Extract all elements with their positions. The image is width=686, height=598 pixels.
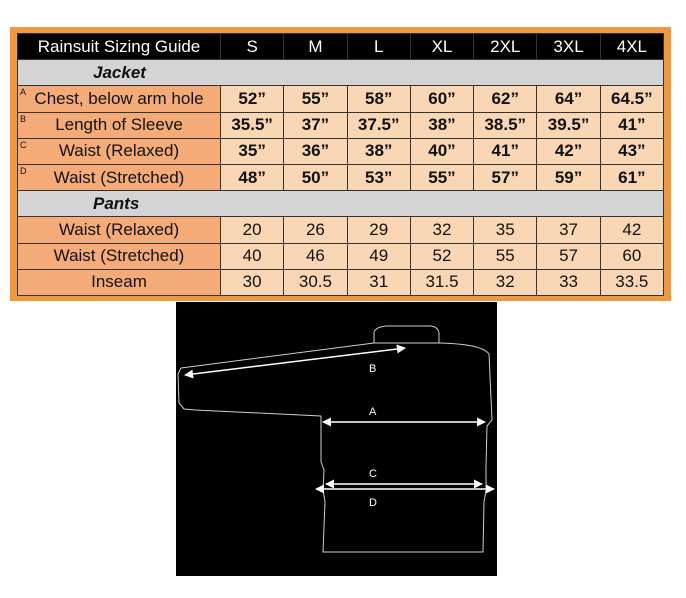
table-cell: 35” — [221, 138, 284, 164]
measure-label: Waist (Relaxed) — [18, 217, 221, 243]
table-cell: 42 — [600, 217, 663, 243]
table-cell: 38” — [347, 138, 410, 164]
table-cell: 48” — [221, 164, 284, 190]
size-header: S — [221, 34, 284, 60]
jacket-section-row — [18, 60, 664, 86]
measure-label — [18, 86, 221, 112]
table-cell: 55 — [474, 243, 537, 269]
table-cell: 31 — [347, 269, 410, 295]
table-cell: 59” — [537, 164, 600, 190]
table-cell: 60” — [410, 86, 473, 112]
diagram-marker: A — [20, 87, 27, 98]
diagram-marker: D — [20, 165, 27, 176]
table-cell: 38.5” — [474, 112, 537, 138]
table-cell: 31.5 — [410, 269, 473, 295]
pants-section-row — [18, 191, 664, 217]
jacket-section-label: Jacket — [18, 60, 664, 86]
table-cell: 30.5 — [284, 269, 347, 295]
measure-label — [18, 112, 221, 138]
table-cell: 33 — [537, 269, 600, 295]
measure-label-text: Chest, below arm hole — [34, 88, 204, 108]
table-title: Rainsuit Sizing Guide — [18, 34, 221, 60]
diagram-label-d: D — [369, 497, 377, 509]
table-cell: 55” — [410, 164, 473, 190]
collar-outline — [374, 326, 439, 343]
table-cell: 52” — [221, 86, 284, 112]
diagram-label-a: A — [369, 406, 377, 418]
table-row — [18, 112, 664, 138]
sleeve-outline — [181, 343, 492, 426]
size-header: 2XL — [474, 34, 537, 60]
measure-label — [18, 164, 221, 190]
size-header: M — [284, 34, 347, 60]
table-cell: 20 — [221, 217, 284, 243]
table-cell: 64” — [537, 86, 600, 112]
table-cell: 33.5 — [600, 269, 663, 295]
table-cell: 40” — [410, 138, 473, 164]
sizing-table — [17, 33, 664, 296]
table-cell: 42” — [537, 138, 600, 164]
size-header: L — [347, 34, 410, 60]
table-cell: 35 — [474, 217, 537, 243]
measure-label-text: Waist (Stretched) — [53, 167, 185, 187]
measure-label-text: Length of Sleeve — [55, 115, 183, 135]
table-cell: 40 — [221, 243, 284, 269]
table-cell: 32 — [474, 269, 537, 295]
cuff-outline — [178, 368, 321, 416]
table-cell: 57” — [474, 164, 537, 190]
table-cell: 41” — [600, 112, 663, 138]
table-cell: 36” — [284, 138, 347, 164]
table-cell: 57 — [537, 243, 600, 269]
size-header: 3XL — [537, 34, 600, 60]
table-cell: 41” — [474, 138, 537, 164]
table-cell: 37.5” — [347, 112, 410, 138]
diagram-label-b: B — [369, 363, 377, 375]
table-cell: 37” — [284, 112, 347, 138]
measure-label — [18, 138, 221, 164]
measure-label: Waist (Stretched) — [18, 243, 221, 269]
table-row — [18, 217, 664, 243]
table-row — [18, 138, 664, 164]
table-cell: 26 — [284, 217, 347, 243]
table-cell: 62” — [474, 86, 537, 112]
table-cell: 49 — [347, 243, 410, 269]
table-row — [18, 164, 664, 190]
table-cell: 43” — [600, 138, 663, 164]
table-cell: 46 — [284, 243, 347, 269]
table-cell: 32 — [410, 217, 473, 243]
sizing-table-frame — [10, 27, 671, 301]
table-cell: 52 — [410, 243, 473, 269]
measure-label-text: Waist (Relaxed) — [58, 141, 180, 161]
pants-section-label: Pants — [18, 191, 664, 217]
table-row — [18, 86, 664, 112]
table-cell: 60 — [600, 243, 663, 269]
size-header: 4XL — [600, 34, 663, 60]
measure-label: Inseam — [18, 269, 221, 295]
diagram-marker: B — [20, 113, 27, 124]
size-header: XL — [410, 34, 473, 60]
table-cell: 55” — [284, 86, 347, 112]
table-cell: 35.5” — [221, 112, 284, 138]
table-cell: 64.5” — [600, 86, 663, 112]
header-row — [18, 34, 664, 60]
table-row — [18, 243, 664, 269]
table-cell: 50” — [284, 164, 347, 190]
table-cell: 58” — [347, 86, 410, 112]
table-cell: 61” — [600, 164, 663, 190]
table-row — [18, 269, 664, 295]
jacket-measurement-diagram — [176, 302, 497, 576]
table-cell: 29 — [347, 217, 410, 243]
table-cell: 37 — [537, 217, 600, 243]
table-cell: 53” — [347, 164, 410, 190]
diagram-marker: C — [20, 139, 27, 150]
table-cell: 30 — [221, 269, 284, 295]
jacket-outline-drawing — [176, 302, 497, 576]
table-cell: 39.5” — [537, 112, 600, 138]
diagram-label-c: C — [369, 468, 377, 480]
table-cell: 38” — [410, 112, 473, 138]
